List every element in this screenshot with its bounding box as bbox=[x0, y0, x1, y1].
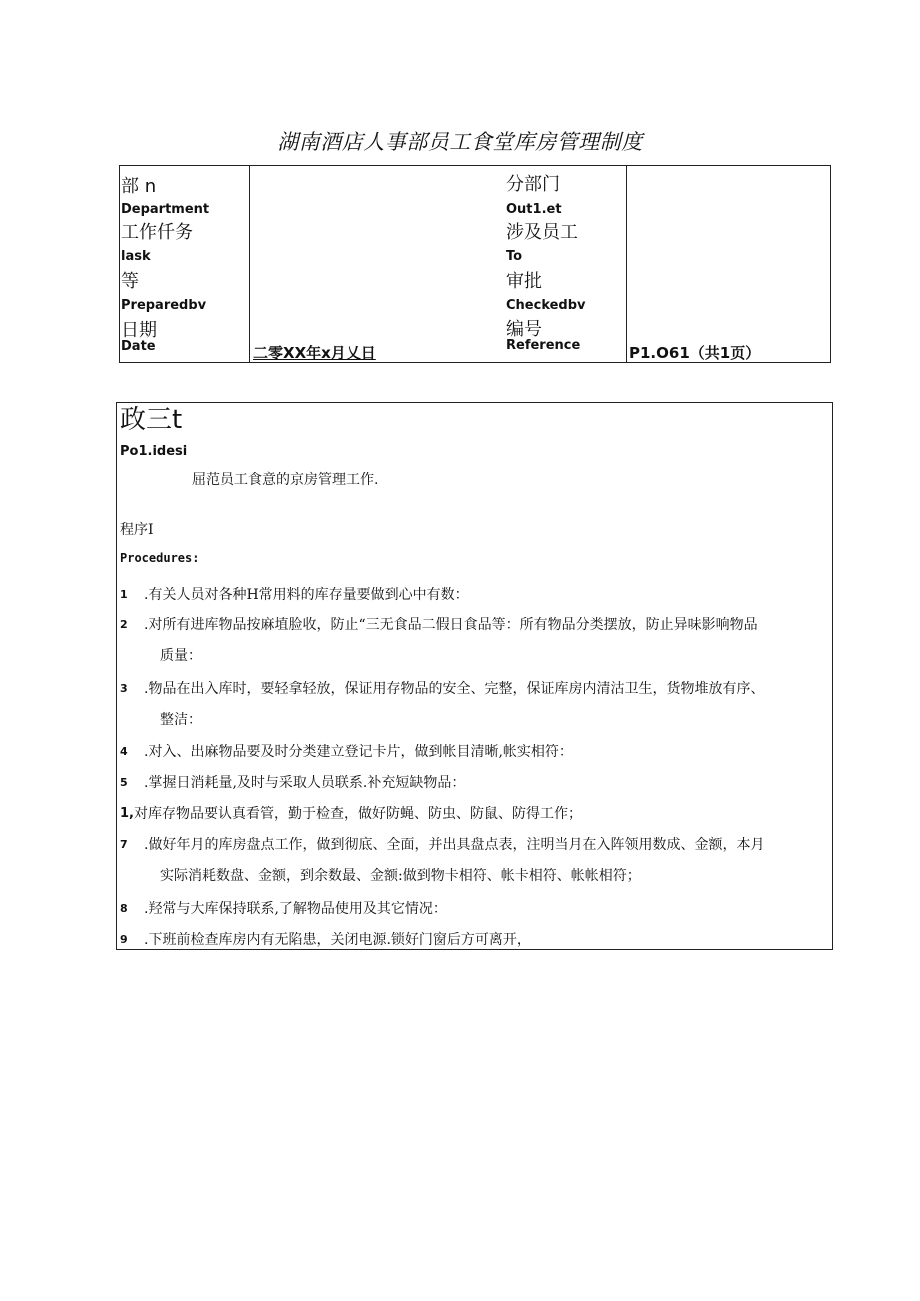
procedure-text-continued: 实际消耗数盘、金额，到余数最、金额:做到物卡相符、帐卡相符、帐帐相符； bbox=[160, 868, 641, 884]
procedure-text: .羟常与大库保持联系,了解物品使用及其它情况： bbox=[144, 901, 447, 917]
column-divider bbox=[626, 166, 627, 362]
date-label-zh: 日期 bbox=[121, 320, 157, 341]
info-table bbox=[119, 165, 831, 363]
date-label-en: Date bbox=[121, 339, 156, 354]
procedures-heading-zh: 程序I bbox=[120, 522, 154, 538]
procedure-number: 2 bbox=[120, 618, 128, 631]
procedure-text: .对所有进库物品按麻埴脸收，防止“三无食品二假日食品等：所有物品分类摆放，防止异味影响物品 bbox=[144, 617, 758, 633]
task-label-zh: 工作仟务 bbox=[121, 222, 193, 243]
procedure-text: .有关人员对各种H常用料的库存量要做到心中有数： bbox=[144, 587, 469, 603]
policy-heading-zh: 政三t bbox=[120, 405, 183, 435]
date-value: 二零XX年x月乂日 bbox=[253, 344, 376, 362]
procedure-text: .物品在出入库时，要轻拿轻放，保证用存物品的安全、完整，保证库房内清沽卫生，货物堆放有序、 bbox=[144, 681, 765, 697]
checked-label-en: Checkedbv bbox=[506, 298, 586, 313]
prepared-label-zh: 等 bbox=[121, 271, 139, 292]
department-label-en: Department bbox=[121, 202, 210, 217]
procedure-text: .下班前检查库房内有无陷患，关闭电源.锁好门窗后方可离开， bbox=[144, 932, 531, 948]
outlet-label-en: Out1.et bbox=[506, 202, 562, 217]
procedure-number: 9 bbox=[120, 933, 128, 946]
reference-label-zh: 编号 bbox=[506, 319, 542, 340]
procedure-number: 1 bbox=[120, 588, 128, 601]
procedure-text-continued: 质量： bbox=[160, 648, 202, 664]
procedure-number: 3 bbox=[120, 682, 128, 695]
procedure-number: 7 bbox=[120, 838, 128, 851]
department-label-zh: 部 n bbox=[121, 176, 157, 197]
procedure-text: 对库存物品要认真看管，勤于检查，做好防蝇、防虫、防鼠、防得工作； bbox=[134, 806, 582, 822]
procedure-text: .对入、出麻物品要及时分类建立登记卡片，做到帐目清晰,帐实相符： bbox=[144, 744, 573, 760]
reference-label-en: Reference bbox=[506, 338, 581, 353]
policy-box bbox=[116, 402, 833, 950]
procedures-heading-en: Procedures: bbox=[120, 551, 200, 565]
checked-label-zh: 审批 bbox=[506, 271, 542, 292]
procedure-number: 5 bbox=[120, 776, 128, 789]
reference-value: P1.O61（共1页） bbox=[629, 344, 761, 362]
policy-heading-en: Po1.idesi bbox=[120, 444, 188, 459]
prepared-label-en: Preparedbv bbox=[121, 298, 207, 313]
procedure-number: 1, bbox=[120, 806, 134, 821]
policy-text: 屈范员工食意的京房管理工作. bbox=[192, 472, 379, 488]
involved-label-zh: 涉及员工 bbox=[506, 222, 578, 243]
involved-label-en: To bbox=[506, 249, 523, 264]
procedure-number: 8 bbox=[120, 902, 128, 915]
task-label-en: lask bbox=[121, 249, 151, 264]
column-divider bbox=[249, 166, 250, 362]
procedure-number: 4 bbox=[120, 745, 128, 758]
procedure-text: .做好年月的库房盘点工作，做到彻底、全面，并出具盘点表，注明当月在入阵领用数成、金额，本月 bbox=[144, 837, 765, 853]
procedure-text: .掌握日消耗量,及时与采取人员联系.补充短缺物品： bbox=[144, 775, 466, 791]
document-title: 湖南酒店人事部员工食堂库房管理制度 bbox=[277, 130, 643, 154]
procedure-text-continued: 整洁： bbox=[160, 712, 202, 728]
outlet-label-zh: 分部门 bbox=[506, 174, 560, 195]
